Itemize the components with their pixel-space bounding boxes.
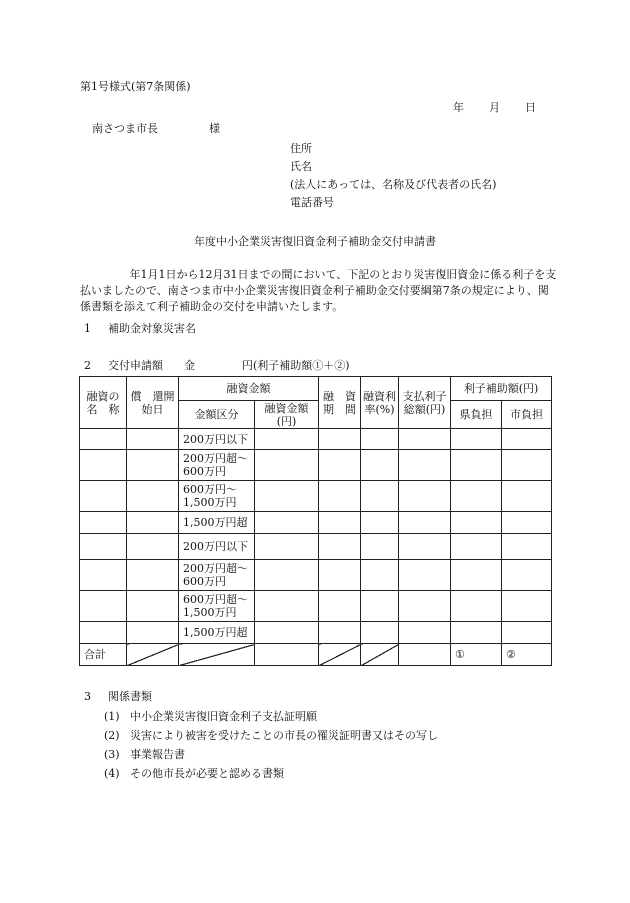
amount-class-cell: 200万円以下 — [179, 534, 255, 560]
table-row — [80, 450, 552, 481]
pref-total-mark: ① — [451, 644, 502, 666]
header-loan-amount: 融資金額 — [179, 377, 319, 401]
list-item — [104, 710, 317, 724]
section-2 — [84, 359, 350, 373]
table-row — [80, 591, 552, 622]
slash-cell — [127, 644, 179, 666]
section-3-number: 3 — [84, 690, 91, 703]
list-item-number: (4) — [104, 767, 120, 780]
list-item — [104, 767, 284, 781]
list-item-text: 中小企業災害復旧資金利子支払証明願 — [130, 710, 317, 723]
amount-class-cell: 1,500万円超 — [179, 622, 255, 644]
date-year: 年 — [453, 101, 464, 114]
form-number: 第1号様式(第7条関係) — [80, 80, 191, 93]
body-paragraph: 年1月1日から12月31日までの間において、下記のとおり災害復旧資金に係る利子を支払いましたので、南さつま市中小企業災害復旧資金利子補助金交付要綱第7条の規定により、関係書類を添えて利子補助金の交付を申請いたします。 — [80, 268, 557, 313]
addressee-name: 南さつま市長 — [92, 122, 158, 135]
section-3 — [84, 690, 152, 704]
amount-class-cell: 200万円超～600万円 — [179, 450, 255, 481]
table-row — [80, 429, 552, 450]
list-item-text: 事業報告書 — [130, 748, 185, 761]
name-label: 氏名 — [290, 160, 312, 173]
total-row — [80, 644, 552, 666]
header-amount-class: 金額区分 — [179, 401, 255, 429]
date-line — [453, 101, 536, 115]
amount-class-cell: 1,500万円超 — [179, 512, 255, 534]
list-item-text: その他市長が必要と認める書類 — [130, 767, 284, 780]
table-row — [80, 560, 552, 591]
header-total-interest: 支払利子総額(円) — [399, 377, 451, 429]
city-total-mark: ② — [502, 644, 552, 666]
slash-cell — [361, 644, 399, 666]
section-2-number: 2 — [84, 359, 91, 372]
section-2-label: 交付申請額 — [108, 359, 163, 372]
list-item-number: (2) — [104, 729, 120, 742]
list-item — [104, 729, 438, 743]
amount-class-cell: 200万円以下 — [179, 429, 255, 450]
header-loan-amount-yen: 融資金額(円) — [255, 401, 319, 429]
header-loan-rate: 融資利率(%) — [361, 377, 399, 429]
section-1-label: 補助金対象災害名 — [108, 322, 196, 335]
section-2-yen: 円(利子補助額①＋②) — [242, 359, 350, 372]
address-label: 住所 — [290, 142, 312, 155]
slash-cell — [179, 644, 255, 666]
section-1-number: 1 — [84, 322, 91, 335]
header-subsidy: 利子補助額(円) — [451, 377, 552, 401]
amount-class-cell: 600万円～1,500万円 — [179, 481, 255, 512]
applicant-block — [290, 140, 496, 212]
section-3-label: 関係書類 — [108, 690, 152, 703]
date-month: 月 — [489, 101, 500, 114]
addressee-suffix: 様 — [209, 122, 220, 135]
slash-cell — [319, 644, 361, 666]
table-row — [80, 481, 552, 512]
total-label: 合計 — [80, 644, 127, 666]
list-item-text: 災害により被害を受けたことの市長の罹災証明書又はその写し — [130, 729, 438, 742]
list-item-number: (1) — [104, 710, 120, 723]
list-item — [104, 748, 185, 762]
corporate-note: (法人にあっては、名称及び代表者の氏名) — [290, 178, 497, 191]
amount-class-cell: 600万円超～1,500万円 — [179, 591, 255, 622]
header-loan-period: 融 資期 間 — [319, 377, 361, 429]
header-repay-start: 償 還開始日 — [127, 377, 179, 429]
document-title: 年度中小企業災害復旧資金利子補助金交付申請書 — [194, 235, 436, 248]
phone-label: 電話番号 — [290, 196, 334, 209]
addressee — [92, 122, 220, 136]
table-row — [80, 512, 552, 534]
table-row — [80, 534, 552, 560]
table-row — [80, 622, 552, 644]
header-loan-name: 融資の名 称 — [80, 377, 127, 429]
header-pref: 県負担 — [451, 401, 502, 429]
header-city: 市負担 — [502, 401, 552, 429]
amount-class-cell: 200万円超～600万円 — [179, 560, 255, 591]
subsidy-table — [79, 376, 552, 666]
section-2-kin: 金 — [184, 359, 195, 372]
list-item-number: (3) — [104, 748, 120, 761]
section-1 — [84, 322, 196, 336]
date-day: 日 — [525, 101, 536, 114]
